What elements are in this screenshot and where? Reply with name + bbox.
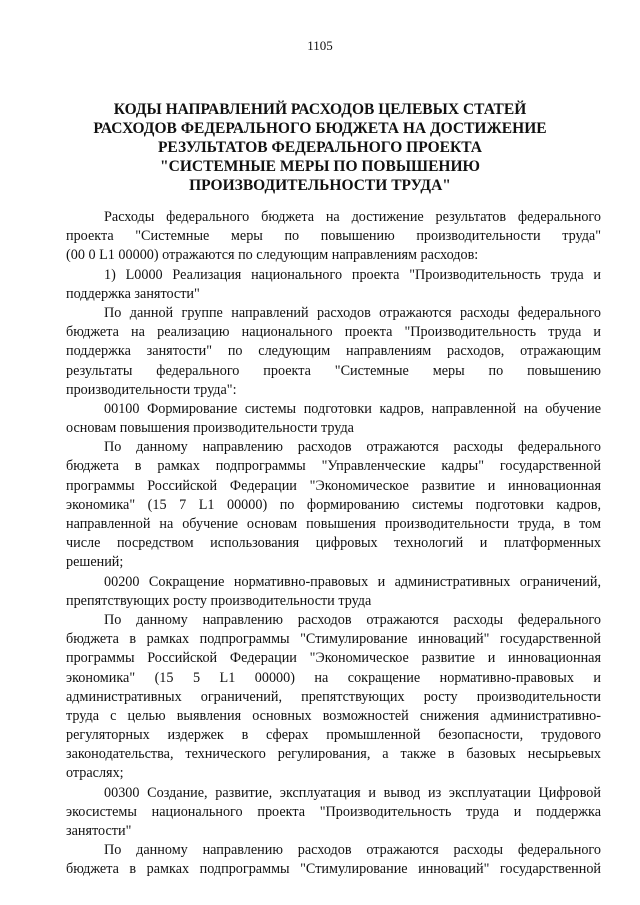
body-line: По данному направлению расходов отражаются расходы федерального bbox=[104, 611, 601, 628]
body-line: бюджета в рамках подпрограммы "Управленческие кадры" государственной bbox=[66, 458, 601, 475]
body-line: препятствующих росту производительности труда bbox=[66, 592, 372, 609]
body-line: бюджета в рамках подпрограммы "Стимулирование инноваций" государственной bbox=[66, 861, 601, 878]
body-line: регуляторных издержек в сферах промышленной безопасности, трудового bbox=[66, 727, 601, 744]
body-line: экосистемы национального проекта "Производительность труда и поддержка bbox=[66, 803, 601, 820]
body-line: программы Российской Федерации "Экономическое развитие и инновационная bbox=[66, 477, 601, 494]
title-line: ПРОИЗВОДИТЕЛЬНОСТИ ТРУДА" bbox=[189, 177, 451, 194]
body-line: По данному направлению расходов отражаются расходы федерального bbox=[104, 439, 601, 456]
body-line: (00 0 L1 00000) отражаются по следующим направлениям расходов: bbox=[66, 247, 479, 264]
body-line: 00100 Формирование системы подготовки кадров, направленной на обучение bbox=[104, 400, 601, 417]
body-line: проекта "Системные меры по повышению производительности труда" bbox=[66, 228, 601, 245]
body-line: 00200 Сокращение нормативно-правовых и административных ограничений, bbox=[104, 573, 601, 590]
body-line: законодательства, технического регулирования, а также в базовых несырьевых bbox=[66, 746, 601, 763]
body-line: направленной на обучение основам повышения производительности труда, в том bbox=[66, 516, 601, 532]
body-line: Расходы федерального бюджета на достижение результатов федерального bbox=[104, 209, 601, 225]
body-line: числе посредством использования цифровых технологий и платформенных bbox=[66, 535, 601, 552]
body-line: административных ограничений, препятствующих росту производительности bbox=[66, 688, 601, 705]
document-title bbox=[60, 100, 580, 195]
body-line: По данной группе направлений расходов отражаются расходы федерального bbox=[104, 304, 601, 321]
body-line: результаты федерального проекта "Системные меры по повышению bbox=[66, 362, 601, 379]
body-line: производительности труда": bbox=[66, 381, 237, 398]
body-line: 00300 Создание, развитие, эксплуатация и вывод из эксплуатации Цифровой bbox=[104, 784, 601, 801]
body-line: занятости" bbox=[66, 823, 132, 839]
body-line: поддержка занятости" bbox=[66, 285, 200, 302]
body-line: 1) L0000 Реализация национального проекта "Производительность труда и bbox=[104, 266, 601, 283]
document-body bbox=[66, 208, 601, 880]
body-line: решений; bbox=[66, 554, 124, 571]
page-number: 1105 bbox=[307, 38, 333, 53]
body-line: основам повышения производительности труда bbox=[66, 420, 354, 437]
body-line: экономика" (15 5 L1 00000) на сокращение нормативно-правовых и bbox=[66, 669, 601, 686]
title-line: "СИСТЕМНЫЕ МЕРЫ ПО ПОВЫШЕНИЮ bbox=[160, 158, 480, 175]
title-line: КОДЫ НАПРАВЛЕНИЙ РАСХОДОВ ЦЕЛЕВЫХ СТАТЕЙ bbox=[113, 101, 527, 118]
body-line: отраслях; bbox=[66, 765, 124, 782]
title-line: РАСХОДОВ ФЕДЕРАЛЬНОГО БЮДЖЕТА НА ДОСТИЖЕНИЕ bbox=[93, 120, 547, 137]
title-line: РЕЗУЛЬТАТОВ ФЕДЕРАЛЬНОГО ПРОЕКТА bbox=[157, 139, 483, 156]
body-line: бюджета в рамках подпрограммы "Стимулирование инноваций" государственной bbox=[66, 631, 601, 648]
body-line: труда с целью выявления основных возможностей снижения административно- bbox=[66, 707, 601, 724]
body-line: программы Российской Федерации "Экономическое развитие и инновационная bbox=[66, 650, 601, 667]
body-line: По данному направлению расходов отражаются расходы федерального bbox=[104, 842, 601, 859]
body-line: поддержка занятости" по следующим направлениям расходов, отражающим bbox=[66, 343, 601, 360]
body-line: экономика" (15 7 L1 00000) по формированию системы подготовки кадров, bbox=[66, 496, 601, 513]
body-line: бюджета на реализацию национального проекта "Производительность труда и bbox=[66, 324, 601, 341]
